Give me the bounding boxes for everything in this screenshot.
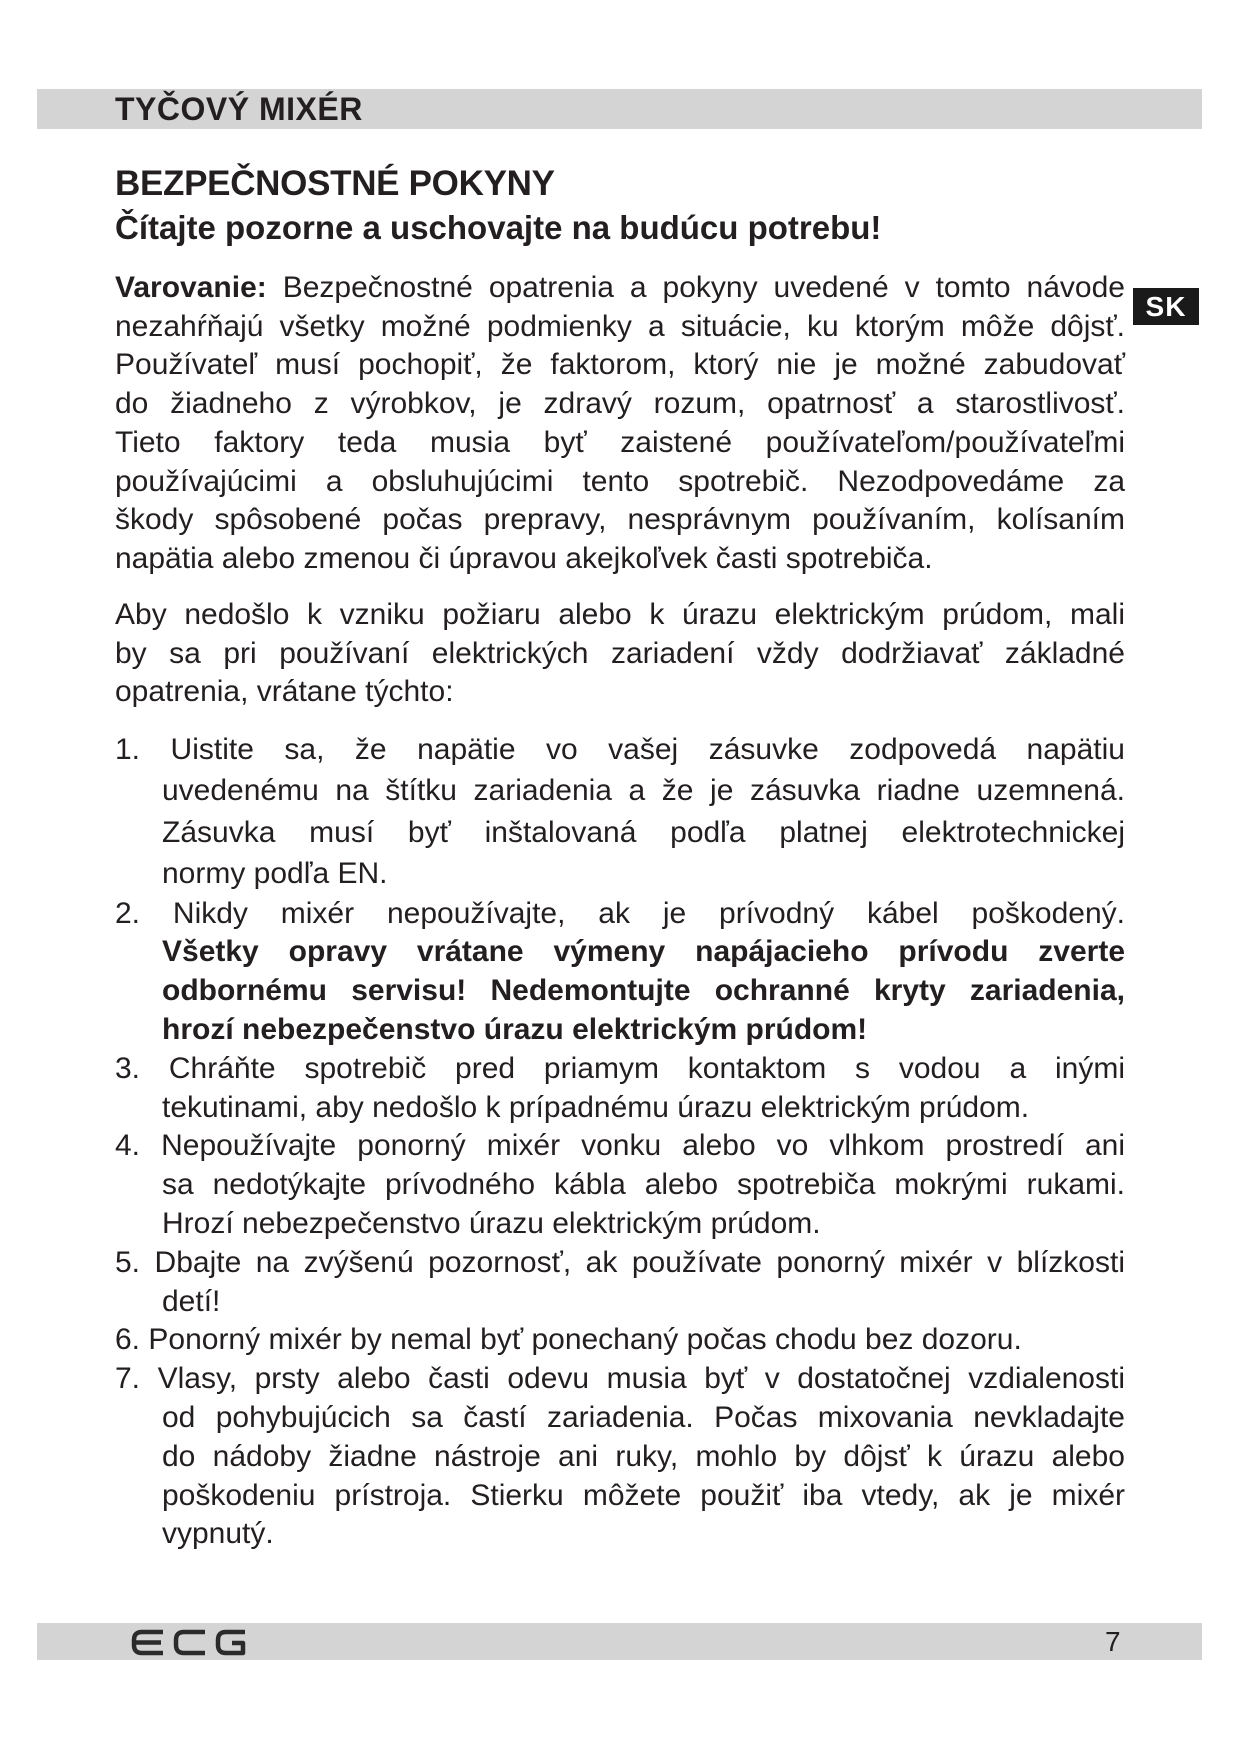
list-item [115, 729, 1125, 895]
text-line: opatrenia, vrátane týchto: [115, 675, 454, 709]
ecg-logo [131, 1629, 247, 1656]
list-item-line-emphasis: hrozí nebezpečenstvo úrazu elektrickým prúdom! [162, 1013, 868, 1047]
warning-paragraph [115, 269, 1125, 579]
page-number: 7 [1105, 1626, 1121, 1657]
section-subtitle: Čítajte pozorne a uschovajte na budúcu potrebu! [115, 209, 882, 246]
list-item-line: poškodeniu prístroja. Stierku môžete použiť iba vtedy, ak je mixér [162, 1478, 1125, 1512]
text-line: Používateľ musí pochopiť, že faktorom, ktorý nie je možné zabudovať [115, 348, 1125, 382]
list-item-first-line [115, 895, 1125, 934]
text-line: používajúcimi a obsluhujúcimi tento spotrebič. Nezodpovedáme za [115, 464, 1125, 498]
list-item [115, 1127, 1125, 1243]
logo-letter-e [134, 1632, 163, 1653]
text-line: napätia alebo zmenou či úpravou akejkoľvek časti spotrebiča. [115, 541, 933, 575]
list-item-line-emphasis: odbornému servisu! Nedemontujte ochranné kryty zariadenia, [162, 974, 1125, 1008]
list-item-line: od pohybujúcich sa častí zariadenia. Počas mixovania nevkladajte [162, 1400, 1125, 1434]
list-item-line: detí! [162, 1284, 221, 1318]
list-item-line: sa nedotýkajte prívodného kábla alebo spotrebiča mokrými rukami. [162, 1168, 1125, 1202]
text-line: Aby nedošlo k vzniku požiaru alebo k úrazu elektrickým prúdom, mali [115, 598, 1125, 631]
list-item-text: Nepoužívajte ponorný mixér vonku alebo vo vlhkom prostredí ani [161, 1129, 1125, 1163]
list-item-first-line [115, 1127, 1125, 1166]
list-item-line: Hrozí nebezpečenstvo úrazu elektrickým prúdom. [162, 1207, 821, 1240]
list-item-text: Nikdy mixér nepoužívajte, ak je prívodný kábel poškodený. [172, 896, 1125, 930]
list-item-line: do nádoby žiadne nástroje ani ruky, mohlo by dôjsť k úrazu alebo [162, 1439, 1125, 1473]
text-line: do žiadneho z výrobkov, je zdravý rozum, opatrnosť a starostlivosť. [115, 387, 1125, 421]
list-item [115, 1360, 1125, 1554]
list-item-number: 3. [115, 1051, 141, 1085]
text-line: by sa pri používaní elektrických zariadení vždy dodržiavať základné [115, 636, 1125, 670]
header-title: TYČOVÝ MIXÉR [115, 91, 363, 127]
list-item-first-line [115, 1321, 1125, 1360]
safety-instructions-list [115, 729, 1125, 1554]
list-item-number: 1. [115, 733, 141, 766]
text-line-content: Bezpečnostné opatrenia a pokyny uvedené v tomto návode [282, 271, 1125, 304]
list-item [115, 895, 1125, 1050]
text-line [115, 269, 1125, 308]
logo-letter-g [218, 1632, 245, 1653]
list-item-line: tekutinami, aby nedošlo k prípadnému úrazu elektrickým prúdom. [162, 1090, 1030, 1124]
list-item-number: 2. [115, 896, 141, 930]
list-item [115, 1321, 1125, 1360]
logo-letter-c [176, 1632, 205, 1653]
list-item-line: uvedenému na štítku zariadenia a že je zásuvka riadne uzemnená. [162, 774, 1125, 808]
list-item-number: 7. [115, 1362, 141, 1396]
list-item-number: 6. [115, 1323, 141, 1357]
list-item-text: Dbajte na zvýšenú pozornosť, ak používate ponorný mixér v blízkosti [154, 1245, 1125, 1279]
list-item-first-line [115, 729, 1125, 770]
text-line: škody spôsobené počas prepravy, nesprávnym používaním, kolísaním [115, 503, 1125, 537]
language-tab: SK [1133, 288, 1199, 325]
text-line: Tieto faktory teda musia byť zaistené používateľom/používateľmi [115, 425, 1125, 459]
text-line: nezahŕňajú všetky možné podmienky a situácie, ku ktorým môže dôjsť. [115, 309, 1125, 343]
list-item-text: Ponorný mixér by nemal byť ponechaný počas chodu bez dozoru. [148, 1323, 1022, 1357]
list-item-number: 5. [115, 1245, 141, 1279]
list-item-text: Chráňte spotrebič pred priamym kontaktom s vodou a inými [168, 1051, 1125, 1085]
list-item-number: 4. [115, 1129, 141, 1163]
list-item-line-emphasis: Všetky opravy vrátane výmeny napájacieho prívodu zverte [162, 935, 1125, 969]
list-item-line: normy podľa EN. [162, 857, 388, 891]
list-item [115, 1244, 1125, 1322]
list-item-first-line [115, 1360, 1125, 1399]
warning-label: Varovanie: [115, 271, 267, 304]
intro-paragraph [115, 596, 1125, 712]
list-item-text: Vlasy, prsty alebo časti odevu musia byť v dostatočnej vzdialenosti [157, 1362, 1125, 1396]
list-item-text: Uistite sa, že napätie vo vašej zásuvke zodpovedá napätiu [170, 733, 1125, 766]
list-item-line: vypnutý. [162, 1517, 274, 1551]
list-item-first-line [115, 1050, 1125, 1089]
list-item [115, 1050, 1125, 1128]
list-item-first-line [115, 1244, 1125, 1283]
section-title: BEZPEČNOSTNÉ POKYNY [115, 164, 555, 203]
list-item-line: Zásuvka musí byť inštalovaná podľa platnej elektrotechnickej [162, 815, 1125, 849]
